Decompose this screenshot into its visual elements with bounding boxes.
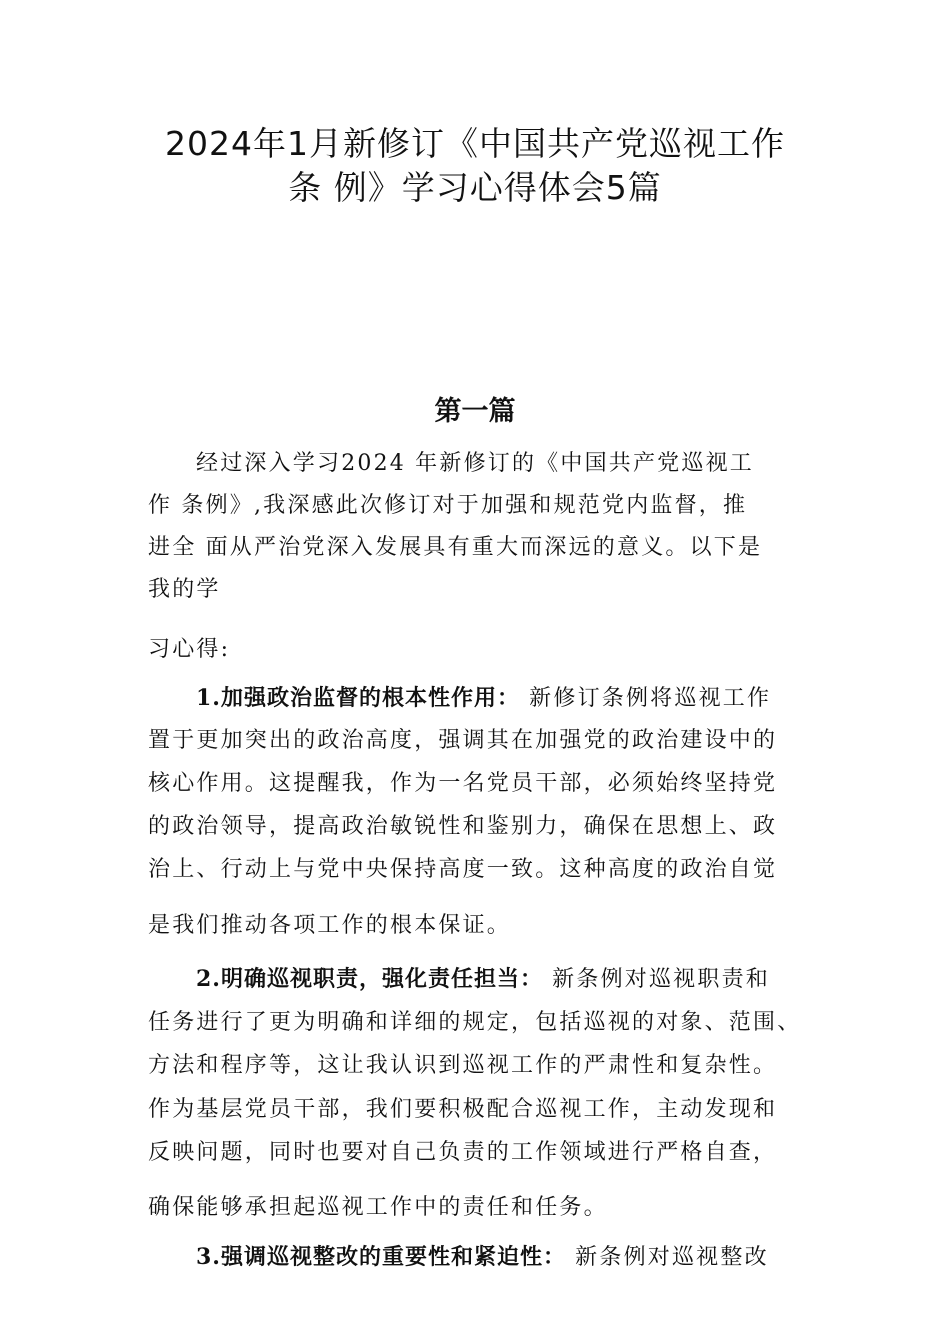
- point-3-text-start: 新条例对巡视整改: [575, 1245, 769, 1270]
- point-1-line: 治上、行动上与党中央保持高度一致。这种高度的政治自觉: [148, 857, 778, 882]
- point-2-line: 方法和程序等，这让我认识到巡视工作的严肃性和复杂性。: [148, 1053, 778, 1078]
- point-1-line: 置于更加突出的政治高度，强调其在加强党的政治建设中的: [148, 728, 778, 753]
- point-1-line: 是我们推动各项工作的根本保证。: [148, 913, 512, 938]
- point-2-heading: 2.明确巡视职责，强化责任担当：: [196, 966, 543, 992]
- intro-line: 进全 面从严治党深入发展具有重大而深远的意义。以下是: [148, 535, 763, 560]
- point-1-first-line: [196, 681, 876, 716]
- document-title-line-1: 2024年1月新修订《中国共产党巡视工作: [165, 124, 785, 163]
- intro-line: 习心得:: [148, 637, 231, 662]
- point-1-line: 的政治领导，提高政治敏锐性和鉴别力，确保在思想上、政: [148, 814, 778, 839]
- point-2-line: 作为基层党员干部，我们要积极配合巡视工作，主动发现和: [148, 1097, 778, 1122]
- intro-line: 经过深入学习2024 年新修订的《中国共产党巡视工: [196, 451, 754, 476]
- point-3-first-line: [196, 1240, 876, 1275]
- point-2-line: 任务进行了更为明确和详细的规定，包括巡视的对象、范围、: [148, 1010, 802, 1035]
- point-3-heading: 3.强调巡视整改的重要性和紧迫性：: [196, 1244, 566, 1270]
- point-2-line: 确保能够承担起巡视工作中的责任和任务。: [148, 1195, 608, 1220]
- intro-line: 作 条例》,我深感此次修订对于加强和规范党内监督，推: [148, 493, 748, 518]
- point-2-first-line: [196, 962, 876, 997]
- point-2-line: 反映问题，同时也要对自己负责的工作领域进行严格自查，: [148, 1140, 778, 1165]
- point-1-line: 核心作用。这提醒我，作为一名党员干部，必须始终坚持党: [148, 771, 778, 796]
- document-title-line-2: 条 例》学习心得体会5篇: [288, 168, 662, 207]
- section-heading: 第一篇: [434, 396, 516, 427]
- point-1-heading: 1.加强政治监督的根本性作用：: [196, 685, 520, 711]
- intro-line: 我的学: [148, 577, 221, 602]
- point-2-text-start: 新条例对巡视职责和: [552, 967, 770, 992]
- point-1-text-start: 新修订条例将巡视工作: [529, 686, 772, 711]
